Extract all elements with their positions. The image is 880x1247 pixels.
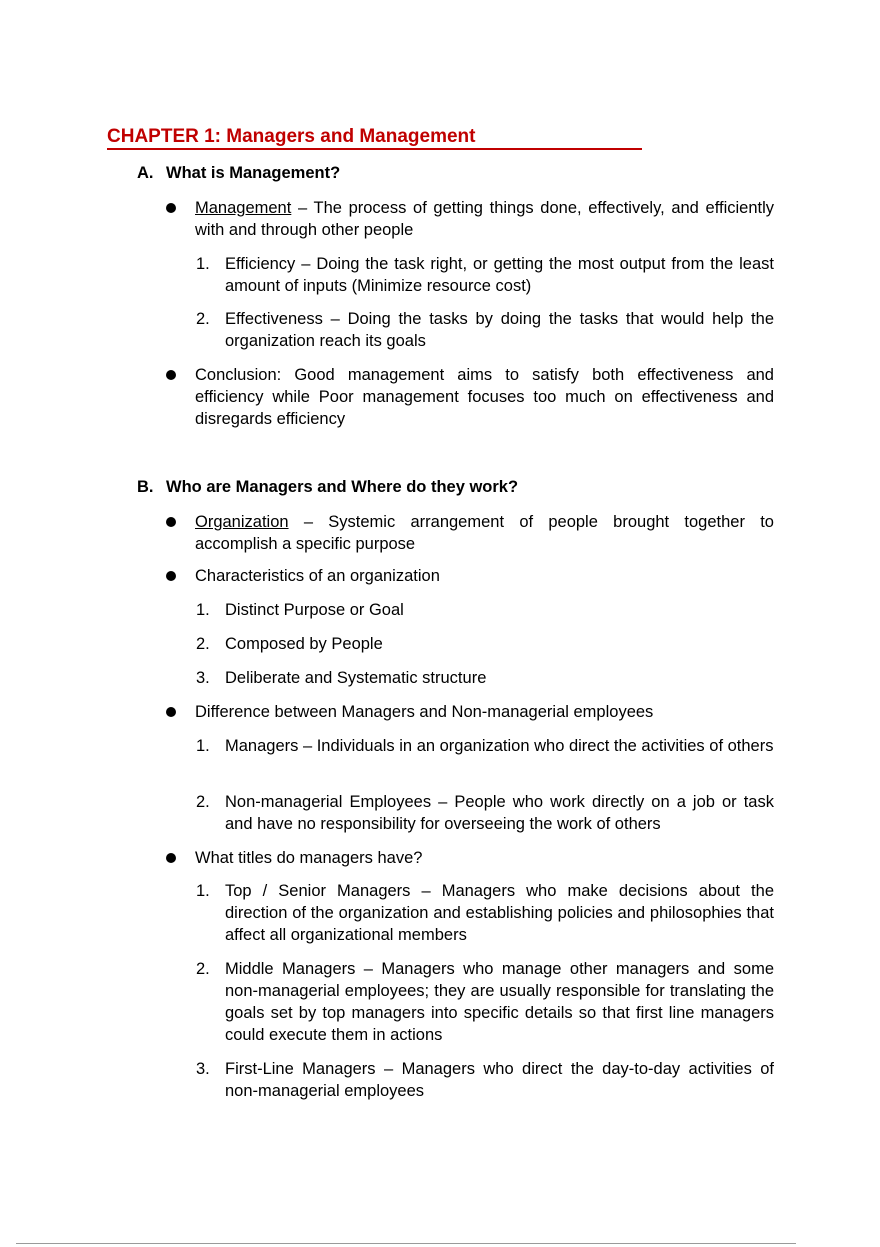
list-item-text: Composed by People [225, 635, 383, 653]
section-a-letter: A. [137, 164, 154, 182]
list-number: 1. [196, 601, 210, 619]
list-number: 2. [196, 960, 210, 978]
section-b-heading-text: Who are Managers and Where do they work? [166, 478, 519, 496]
management-definition: – The process of getting things done, effectively, and efficiently with and through other people [195, 199, 774, 239]
bullet-organization [166, 511, 774, 555]
bullet-icon [166, 370, 176, 380]
list-number: 1. [196, 255, 210, 273]
list-item-text: First-Line Managers – Managers who direct the day-to-day activities of non-managerial employees [225, 1060, 774, 1100]
list-item-top-managers [196, 880, 774, 946]
list-item-text: Top / Senior Managers – Managers who make decisions about the direction of the organization and establishing policies and philosophies that affect all organizational members [225, 882, 774, 944]
bullet-titles [166, 847, 774, 869]
section-a-heading-text: What is Management? [166, 164, 341, 182]
list-number: 3. [196, 1060, 210, 1078]
bullet-icon [166, 571, 176, 581]
list-number: 3. [196, 669, 210, 687]
bullet-icon [166, 203, 176, 213]
term-management: Management [195, 199, 292, 217]
organization-definition: – Systemic arrangement of people brought together to accomplish a specific purpose [195, 513, 774, 553]
characteristics-text: Characteristics of an organization [195, 567, 440, 585]
list-item-non-managerial [196, 791, 774, 835]
bullet-conclusion [166, 364, 774, 430]
list-item-managers [196, 735, 774, 757]
list-item-characteristic [196, 633, 774, 655]
list-item-text: Middle Managers – Managers who manage other managers and some non-managerial employees; they are usually responsible for translating the goals set by top managers into specific details so that first line managers could execute them in actions [225, 960, 774, 1044]
list-item-text: Effectiveness – Doing the tasks by doing the tasks that would help the organization reach its goals [225, 310, 774, 350]
difference-text: Difference between Managers and Non-managerial employees [195, 703, 654, 721]
chapter-title: CHAPTER 1: Managers and Management [107, 126, 642, 150]
footer-divider [16, 1243, 796, 1244]
list-item-text: Non-managerial Employees – People who work directly on a job or task and have no responsibility for overseeing the work of others [225, 793, 774, 833]
bullet-management [166, 197, 774, 241]
list-number: 2. [196, 635, 210, 653]
list-item-characteristic [196, 599, 774, 621]
conclusion-text: Conclusion: Good management aims to satisfy both effectiveness and efficiency while Poor management focuses too much on effectiveness and disregards efficiency [195, 366, 774, 428]
list-item-effectiveness [196, 308, 774, 352]
list-item-text: Deliberate and Systematic structure [225, 669, 487, 687]
list-item-efficiency [196, 253, 774, 297]
list-item-text: Managers – Individuals in an organization who direct the activities of others [225, 737, 774, 755]
term-organization: Organization [195, 513, 289, 531]
list-number: 2. [196, 310, 210, 328]
list-number: 2. [196, 793, 210, 811]
section-b-heading [137, 476, 518, 498]
list-item-first-line-managers [196, 1058, 774, 1102]
bullet-icon [166, 853, 176, 863]
bullet-difference [166, 701, 774, 723]
bullet-icon [166, 517, 176, 527]
list-number: 1. [196, 882, 210, 900]
section-b-letter: B. [137, 478, 154, 496]
list-number: 1. [196, 737, 210, 755]
list-item-middle-managers [196, 958, 774, 1046]
bullet-characteristics [166, 565, 774, 587]
section-a-heading [137, 162, 340, 184]
titles-text: What titles do managers have? [195, 849, 423, 867]
list-item-text: Efficiency – Doing the task right, or getting the most output from the least amount of inputs (Minimize resource cost) [225, 255, 774, 295]
list-item-characteristic [196, 667, 774, 689]
list-item-text: Distinct Purpose or Goal [225, 601, 404, 619]
bullet-icon [166, 707, 176, 717]
